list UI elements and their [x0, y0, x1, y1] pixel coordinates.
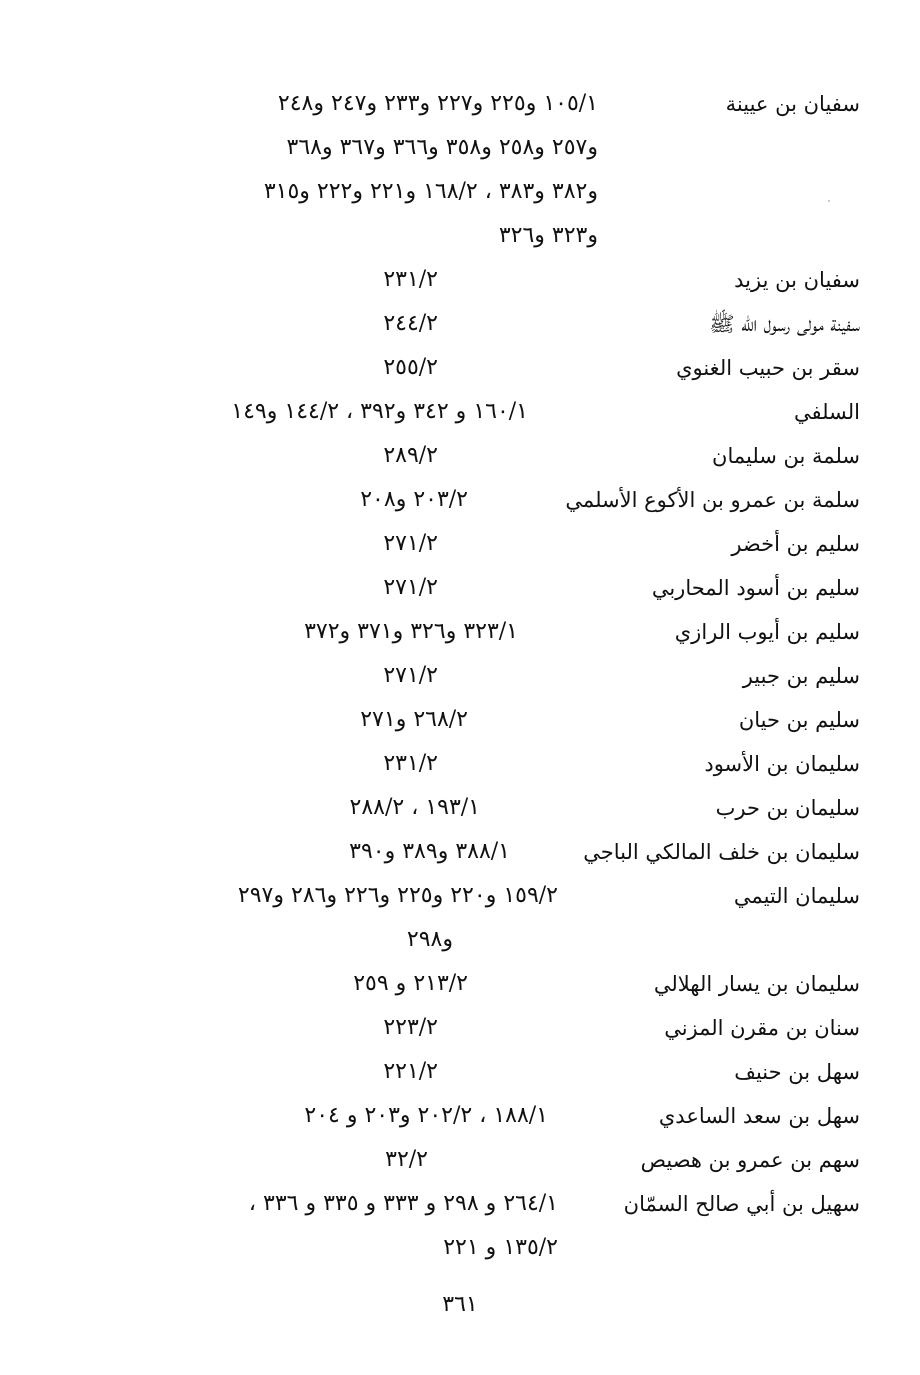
index-entry	[80, 1006, 860, 1050]
entry-ref-line: ٢٧١/٢	[383, 575, 438, 600]
index-entry	[80, 654, 860, 698]
entry-name: سليمان بن خلف المالكي الباجي	[583, 840, 860, 864]
index-entries	[80, 82, 860, 1270]
entry-name: سليمان بن حرب	[715, 796, 860, 820]
entry-refs	[80, 654, 598, 698]
entry-name: السلفي	[793, 400, 860, 424]
entry-ref-line: ٣٨٨/١ و٣٨٩ و٣٩٠	[349, 839, 510, 864]
index-entry	[80, 566, 860, 610]
entry-ref-line: ٢٣١/٢	[383, 267, 438, 292]
entry-refs	[80, 610, 598, 654]
index-entry	[80, 302, 860, 346]
entry-ref-line: ١٠٥/١ و٢٢٥ و٢٢٧ و٢٣٣ و٢٤٧ و٢٤٨	[277, 91, 598, 116]
entry-ref-line: ٢٧١/٢	[383, 663, 438, 688]
index-entry	[80, 1138, 860, 1182]
entry-refs	[80, 522, 598, 566]
index-entry	[80, 1182, 860, 1270]
entry-refs	[80, 346, 598, 390]
index-entry	[80, 522, 860, 566]
entry-refs	[80, 1094, 598, 1138]
entry-ref-line: و٢٥٧ و٢٥٨ و٣٥٨ و٣٦٦ و٣٦٧ و٣٦٨	[286, 135, 598, 160]
entry-ref-line: ١٩٣/١ ، ٢٨٨/٢	[349, 795, 480, 820]
entry-ref-line: ١٥٩/٢ و٢٢٠ و٢٢٥ و٢٢٦ و٢٨٦ و٢٩٧	[237, 883, 558, 908]
entry-refs	[80, 698, 598, 742]
entry-refs	[80, 962, 598, 1006]
entry-refs	[80, 830, 598, 874]
entry-refs	[80, 1182, 598, 1270]
entry-refs	[80, 82, 598, 258]
entry-ref-line: ٢٦٨/٢ و٢٧١	[360, 707, 468, 732]
entry-refs	[80, 1138, 598, 1182]
index-entry	[80, 1050, 860, 1094]
index-entry	[80, 830, 860, 874]
entry-ref-line: و٣٨٢ و٣٨٣ ، ١٦٨/٢ و٢٢١ و٢٢٢ و٣١٥	[263, 179, 598, 204]
entry-ref-line: و٢٩٨	[406, 927, 453, 952]
entry-refs	[80, 390, 598, 434]
entry-refs	[80, 258, 598, 302]
entry-refs	[80, 874, 598, 962]
entry-ref-line: ٢٠٣/٢ و٢٠٨	[360, 487, 468, 512]
index-entry	[80, 258, 860, 302]
entry-name: سليم بن جبير	[742, 664, 860, 688]
entry-ref-line: ٣٢/٢	[385, 1147, 428, 1172]
entry-ref-line: ٢٢١/٢	[383, 1059, 438, 1084]
index-entry	[80, 698, 860, 742]
entry-ref-line: و٣٢٣ و٣٢٦	[498, 223, 598, 248]
index-entry	[80, 742, 860, 786]
entry-name: سلمة بن سليمان	[712, 444, 860, 468]
entry-name: سليمان بن الأسود	[704, 752, 860, 776]
index-entry	[80, 478, 860, 522]
entry-refs	[80, 302, 598, 346]
entry-refs	[80, 742, 598, 786]
entry-name: سليمان التيمي	[733, 884, 860, 908]
index-entry	[80, 1094, 860, 1138]
entry-ref-line: ٢٧١/٢	[383, 531, 438, 556]
entry-name: سهيل بن أبي صالح السمّان	[623, 1192, 860, 1216]
entry-name: سليم بن أيوب الرازي	[674, 620, 860, 644]
entry-refs	[80, 1050, 598, 1094]
entry-ref-line: ٢٢٣/٢	[383, 1015, 438, 1040]
entry-name: سهل بن حنيف	[734, 1060, 860, 1084]
entry-refs	[80, 566, 598, 610]
entry-ref-line: ٢٥٥/٢	[383, 355, 438, 380]
entry-name: سليم بن أسود المحاربي	[651, 576, 860, 600]
index-entry	[80, 346, 860, 390]
entry-refs	[80, 478, 598, 522]
index-entry	[80, 82, 860, 258]
entry-name: سهم بن عمرو بن هصيص	[640, 1148, 860, 1172]
entry-ref-line: ٣٢٣/١ و٣٢٦ و٣٧١ و٣٧٢	[304, 619, 518, 644]
entry-ref-line: ١٣٥/٢ و ٢٢١	[443, 1235, 558, 1260]
index-entry	[80, 434, 860, 478]
entry-ref-line: ٢١٣/٢ و ٢٥٩	[353, 971, 468, 996]
entry-name: سفيان بن يزيد	[734, 268, 860, 292]
entry-name: سفينة مولى رسول الله ﷺ	[709, 312, 860, 336]
index-entry	[80, 390, 860, 434]
entry-name: سفيان بن عيينة	[725, 92, 860, 116]
page-number: ٣٦١	[442, 1292, 478, 1317]
entry-name: سليم بن حيان	[738, 708, 860, 732]
index-entry	[80, 874, 860, 962]
entry-refs	[80, 1006, 598, 1050]
entry-ref-line: ٢٤٤/٢	[383, 311, 438, 336]
entry-name: سليم بن أخضر	[731, 532, 860, 556]
entry-ref-line: ٢٦٤/١ و ٢٩٨ و ٣٣٣ و ٣٣٥ و ٣٣٦ ،	[248, 1191, 558, 1216]
entry-ref-line: ١٦٠/١ و ٣٤٢ و٣٩٢ ، ١٤٤/٢ و١٤٩	[231, 399, 528, 424]
entry-ref-line: ٢٨٩/٢	[383, 443, 438, 468]
entry-name: سليمان بن يسار الهلالي	[653, 972, 860, 996]
entry-ref-line: ٢٣١/٢	[383, 751, 438, 776]
entry-refs	[80, 786, 598, 830]
entry-name: سنان بن مقرن المزني	[664, 1016, 860, 1040]
entry-name: سقر بن حبيب الغنوي	[676, 356, 860, 380]
entry-name: سهل بن سعد الساعدي	[658, 1104, 860, 1128]
index-entry	[80, 610, 860, 654]
entry-refs	[80, 434, 598, 478]
index-entry	[80, 962, 860, 1006]
entry-ref-line: ١٨٨/١ ، ٢٠٢/٢ و٢٠٣ و ٢٠٤	[304, 1103, 548, 1128]
index-entry	[80, 786, 860, 830]
entry-name: سلمة بن عمرو بن الأكوع الأسلمي	[565, 488, 860, 512]
